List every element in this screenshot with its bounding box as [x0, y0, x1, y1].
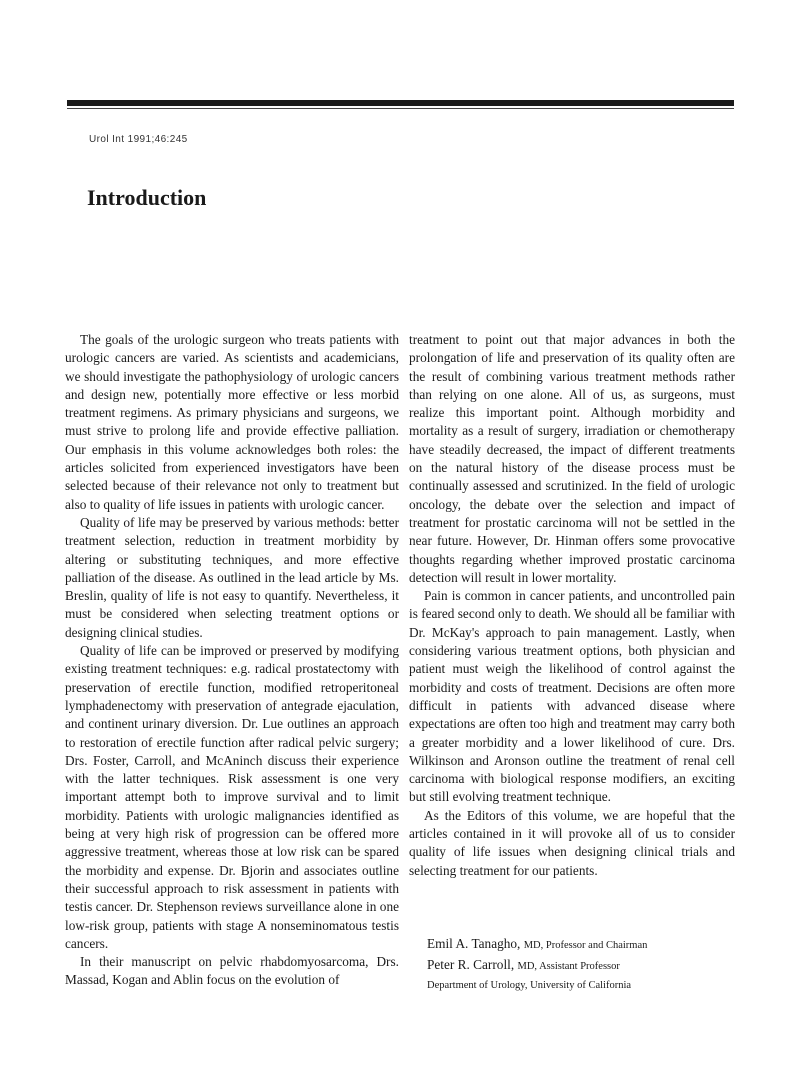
paragraph: Quality of life can be improved or preserved by modifying existing treatment techniques: e.g. radical prostatectomy with preservation of erectile function, modified retroperitoneal lymphadenectomy with preservation of antegrade ejaculation, and continent urinary diversion. Dr. Lue outlines an approach to restoration of erectile function after radical pelvic surgery; Drs. Foster, Carroll, and McAninch discuss their experience with the latter techniques. Risk assessment is one very important attempt both to improve survival and to limit morbidity. Patients with urologic malignancies identified as being at very high risk of progression can be offered more aggressive treatment, whereas those at low risk can be spared the morbidity and expense. Dr. Bjorin and associates outline their successful approach to risk assessment in patients with testis cancer. Dr. Stephenson reviews surveillance alone in one low-risk group, patients with stage A nonseminomatous testis cancers.: [65, 643, 399, 951]
paragraph: The goals of the urologic surgeon who treats patients with urologic cancers are varied. As scientists and academicians, we should investigate the pathophysiology of urologic cancers and design new, potentially more effective or less morbid treatment regimens. As primary physicians and surgeons, we must strive to prolong life and provide effective palliation. Our emphasis in this volume acknowledges both roles: the articles solicited from experienced investigators have been selected because of their relevance not only to treatment but also to quality of life issues in patients with urologic cancer.: [65, 332, 399, 512]
paragraph: treatment to point out that major advances in both the prolongation of life and preservation of its quality often are the result of combining various treatment methods rather than relying on one alone. All of us, as surgeons, must realize this important point. Although morbidity and mortality as a result of surgery, irradiation or chemotherapy have steadily decreased, the impact of different treatments on the natural history of the disease process must be continually assessed and scrutinized. In the field of urologic oncology, the debate over the selection and impact of treatment for prostatic carcinoma will not be settled in the near future. However, Dr. Hinman offers some provocative thoughts regarding whether improved prostatic carcinoma detection will result in lower mortality.: [409, 332, 735, 585]
header-rule-thick: [67, 100, 734, 106]
header-rule-thin: [67, 108, 734, 109]
paragraph: Quality of life may be preserved by various methods: better treatment selection, reduction in treatment morbidity by altering or substituting techniques, and more effective palliation of the disease. As outlined in the lead article by Ms. Breslin, quality of life is not easy to quantify. Nevertheless, it must be considered when selecting treatment options or designing clinical studies.: [65, 514, 399, 640]
author-name: Peter R. Carroll,: [427, 957, 515, 972]
author-title: MD, Professor and Chairman: [523, 940, 648, 951]
author-name: Emil A. Tanagho,: [427, 936, 521, 951]
article-title: Introduction: [87, 185, 207, 210]
paragraph: In their manuscript on pelvic rhabdomyosarcoma, Drs. Massad, Kogan and Ablin focus on the evolution of: [65, 954, 399, 988]
paragraph: As the Editors of this volume, we are hopeful that the articles contained in it will provoke all of us to consider quality of life issues when designing clinical trials and selecting treatment for our patients.: [409, 807, 735, 878]
author-line: [427, 955, 647, 976]
journal-citation: Urol Int 1991;46:245: [89, 134, 188, 145]
author-title: MD, Assistant Professor: [517, 961, 620, 972]
editors-signature: [427, 934, 647, 995]
author-line: [427, 934, 647, 955]
department: Department of Urology, University of California: [427, 980, 632, 991]
right-column: [409, 331, 735, 880]
paragraph: Pain is common in cancer patients, and uncontrolled pain is feared second only to death. We should all be familiar with Dr. McKay's approach to pain management. Lastly, when considering various treatment options, both physician and patient must weigh the likelihood of control against the morbidity and costs of treatment. Decisions are often more difficult in patients with advanced disease where expectations are often too high and treatment may carry both a greater morbidity and a lower likelihood of cure. Drs. Wilkinson and Aronson outline the treatment of renal cell carcinoma with biological response modifiers, an exciting but still evolving treatment technique.: [409, 588, 735, 805]
left-column: [65, 331, 399, 990]
